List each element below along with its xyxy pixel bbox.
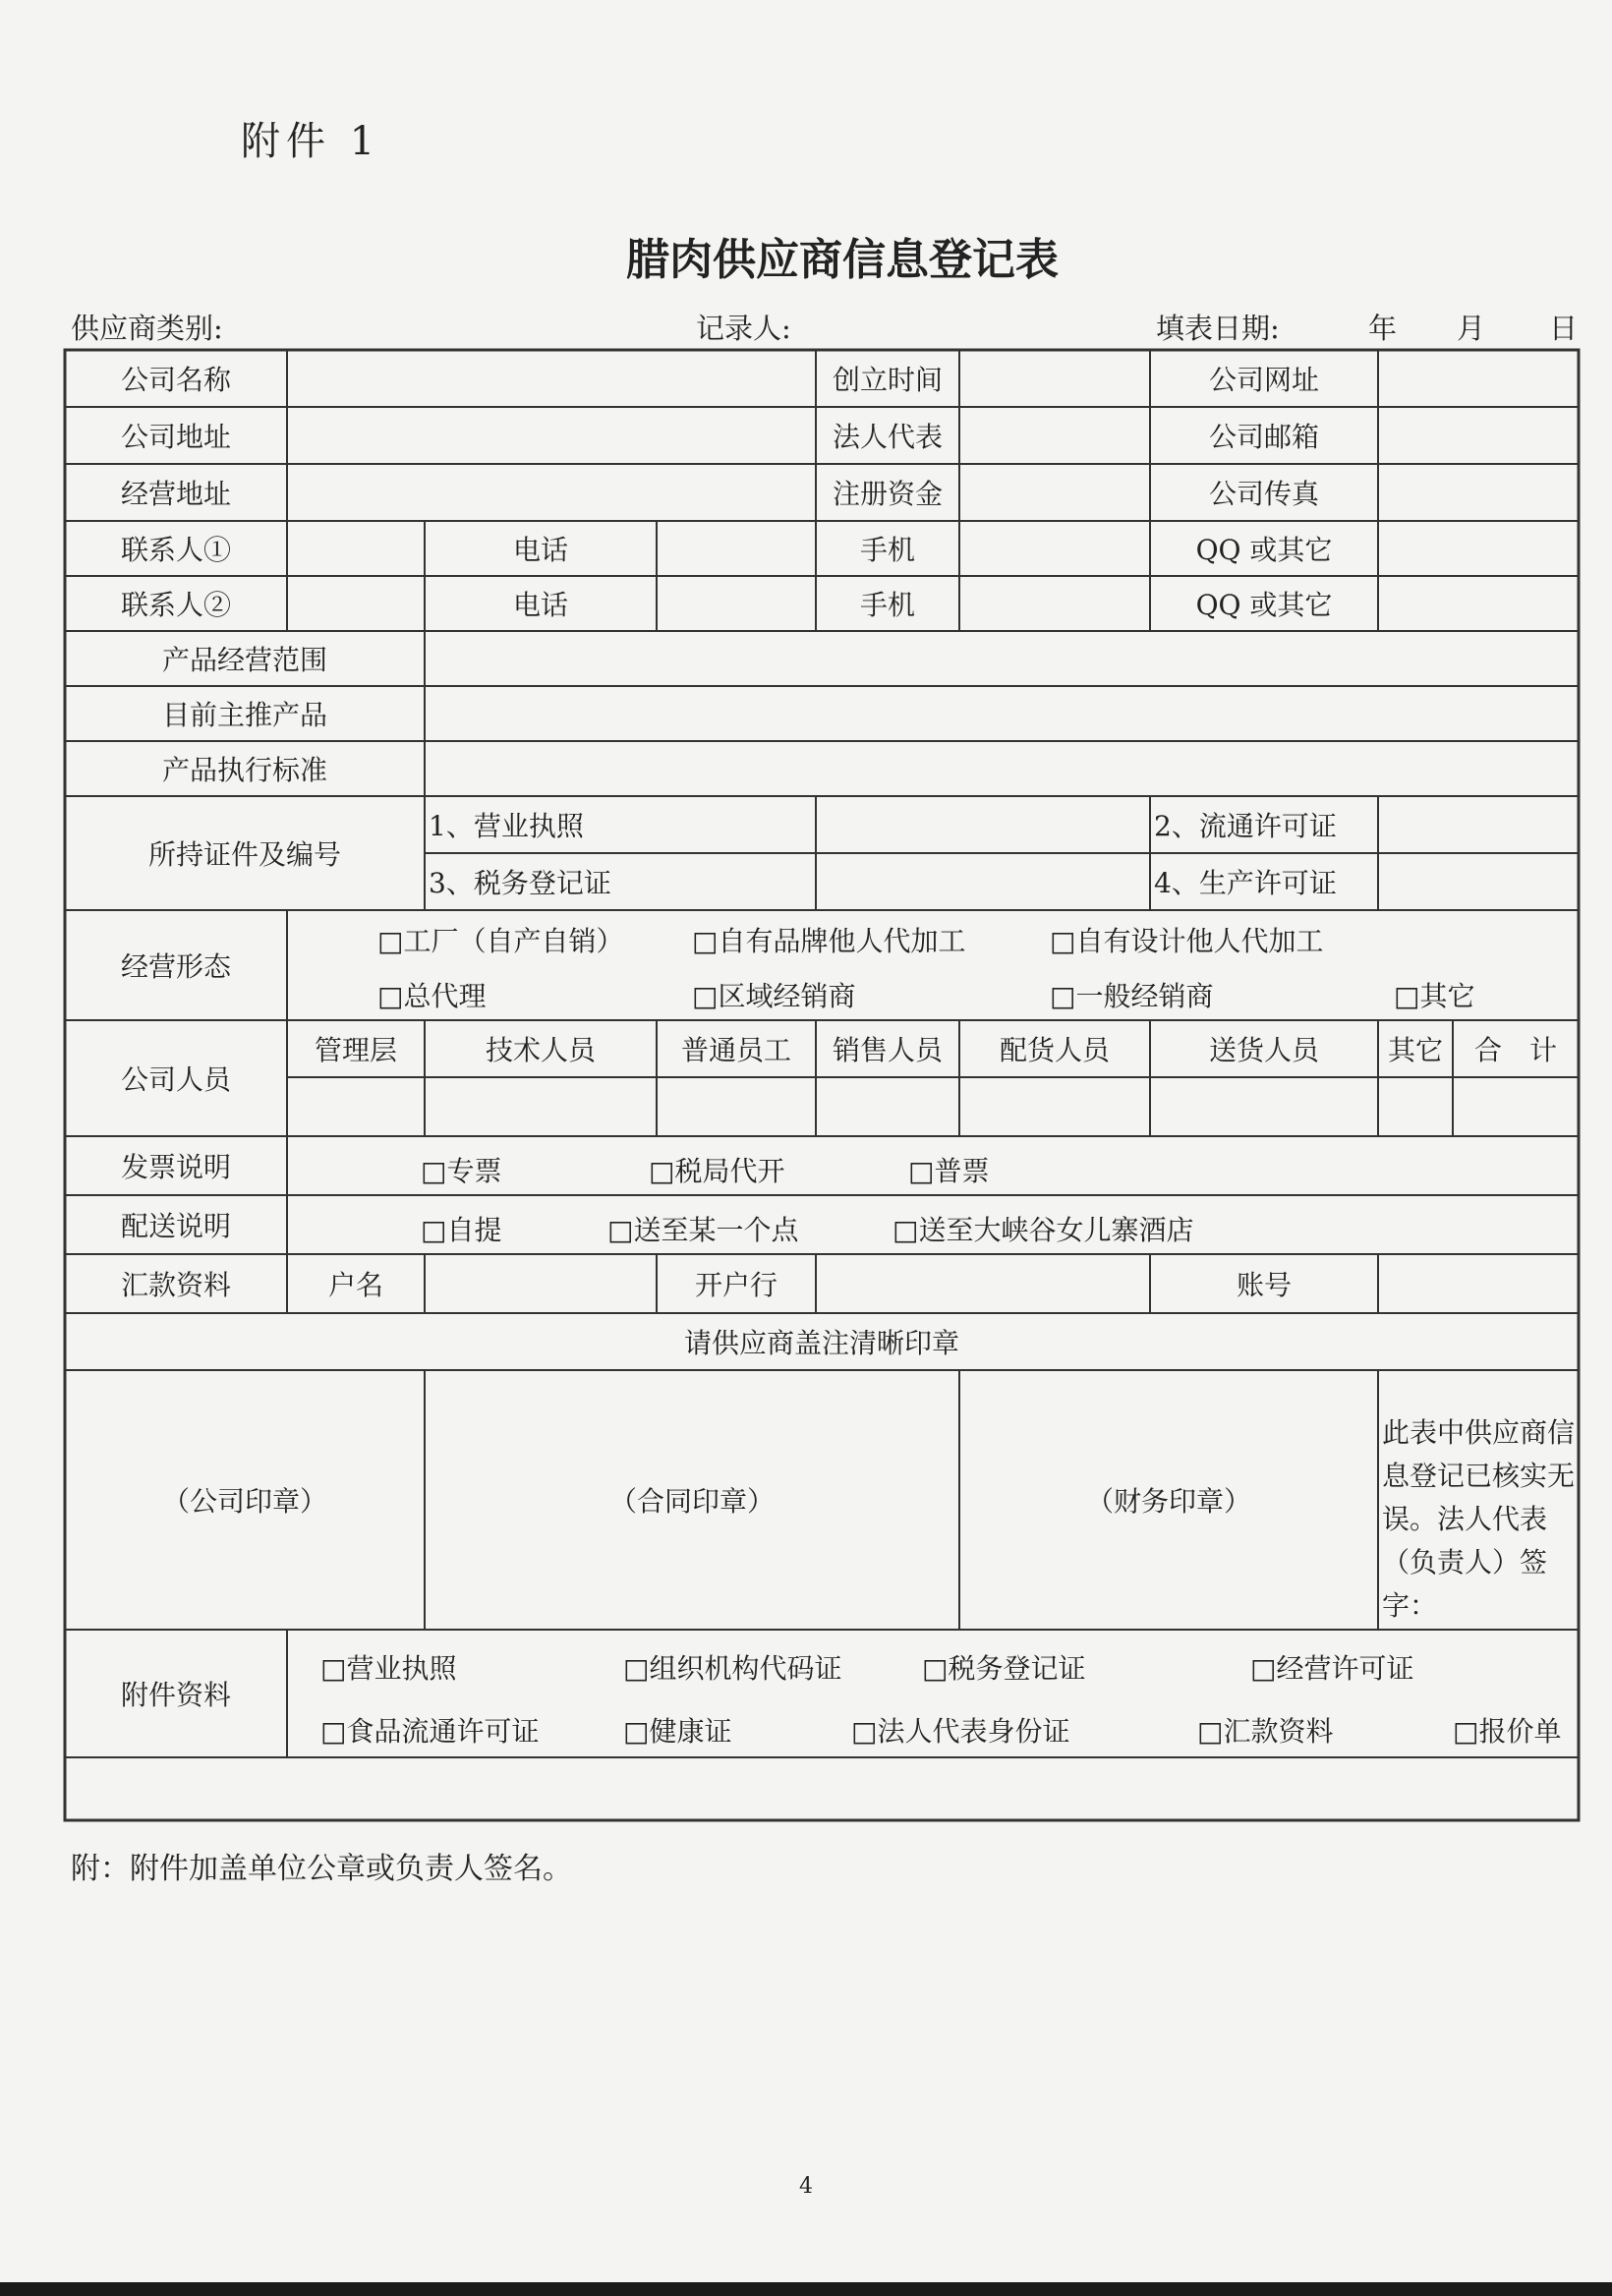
contact2-label: 联系人② xyxy=(120,589,231,621)
invoice-option-special[interactable]: □专票 xyxy=(421,1155,502,1187)
staff-col-technical: 技术人员 xyxy=(485,1034,596,1066)
main-products-label: 目前主推产品 xyxy=(161,699,327,731)
staff-other-field[interactable] xyxy=(1378,1077,1453,1136)
contact2-qq-label: QQ 或其它 xyxy=(1195,589,1333,621)
staff-technical-field[interactable] xyxy=(425,1077,657,1136)
founded-field[interactable] xyxy=(959,350,1150,407)
form-option-own-brand[interactable]: □自有品牌他人代加工 xyxy=(692,925,966,957)
attach-business-license[interactable]: □营业执照 xyxy=(320,1652,457,1685)
delivery-option-pickup[interactable]: □自提 xyxy=(421,1214,502,1246)
delivery-label: 配送说明 xyxy=(120,1210,231,1242)
contact2-qq-field[interactable] xyxy=(1378,576,1579,631)
cert3-label: 3、税务登记证 xyxy=(429,867,611,899)
attach-legal-id[interactable]: □法人代表身份证 xyxy=(851,1715,1070,1748)
invoice-option-tax-bureau[interactable]: □税局代开 xyxy=(649,1155,785,1187)
invoice-label: 发票说明 xyxy=(120,1151,231,1183)
website-label: 公司网址 xyxy=(1208,364,1319,396)
staff-delivery-field[interactable] xyxy=(1150,1077,1378,1136)
contact1-mobile-label: 手机 xyxy=(859,534,915,566)
staff-sales-field[interactable] xyxy=(816,1077,959,1136)
cert4-label: 4、生产许可证 xyxy=(1154,867,1337,899)
contact1-mobile-field[interactable] xyxy=(959,521,1150,576)
account-name-field[interactable] xyxy=(425,1254,657,1313)
attach-health-cert[interactable]: □健康证 xyxy=(623,1715,732,1748)
certificates-label: 所持证件及编号 xyxy=(147,838,341,871)
delivery-option-point[interactable]: □送至某一个点 xyxy=(607,1214,799,1246)
contact2-mobile-field[interactable] xyxy=(959,576,1150,631)
month-label: 月 xyxy=(1457,312,1486,345)
form-option-factory[interactable]: □工厂（自产自销） xyxy=(377,925,624,957)
remit-label: 汇款资料 xyxy=(120,1269,231,1301)
attach-operating-permit[interactable]: □经营许可证 xyxy=(1250,1652,1414,1685)
annex-label: 附件 1 xyxy=(241,119,381,164)
cert2-number-field[interactable] xyxy=(1378,796,1579,853)
contact1-phone-field[interactable] xyxy=(657,521,816,576)
contact2-phone-label: 电话 xyxy=(512,589,568,621)
form-title: 腊肉供应商信息登记表 xyxy=(626,235,1059,285)
fax-label: 公司传真 xyxy=(1208,478,1319,510)
website-field[interactable] xyxy=(1378,350,1579,407)
contact1-name-field[interactable] xyxy=(287,521,425,576)
main-products-field[interactable] xyxy=(425,686,1579,741)
invoice-option-ordinary[interactable]: □普票 xyxy=(908,1155,990,1187)
form-option-general-agent[interactable]: □总代理 xyxy=(377,980,487,1012)
attach-org-code[interactable]: □组织机构代码证 xyxy=(623,1652,842,1685)
attach-tax-cert[interactable]: □税务登记证 xyxy=(922,1652,1086,1685)
business-address-field[interactable] xyxy=(287,464,816,521)
company-address-label: 公司地址 xyxy=(120,421,231,453)
delivery-option-hotel[interactable]: □送至大峡谷女儿寨酒店 xyxy=(892,1214,1194,1246)
staff-col-general: 普通员工 xyxy=(680,1034,791,1066)
staff-col-other: 其它 xyxy=(1387,1034,1443,1066)
attach-remit-info[interactable]: □汇款资料 xyxy=(1197,1715,1334,1748)
company-name-field[interactable] xyxy=(287,350,816,407)
attachments-label: 附件资料 xyxy=(120,1679,231,1711)
seal-notice: 请供应商盖注清晰印章 xyxy=(683,1327,959,1359)
contact1-label: 联系人① xyxy=(120,534,231,566)
staff-col-sales: 销售人员 xyxy=(832,1034,943,1066)
supplier-category-label: 供应商类别: xyxy=(71,312,223,345)
contact1-qq-label: QQ 或其它 xyxy=(1195,534,1333,566)
staff-col-distribution: 配货人员 xyxy=(999,1034,1110,1066)
contact1-qq-field[interactable] xyxy=(1378,521,1579,576)
bank-label: 开户行 xyxy=(694,1269,777,1301)
cert2-label: 2、流通许可证 xyxy=(1154,810,1337,842)
company-name-label: 公司名称 xyxy=(120,364,231,396)
staff-col-delivery: 送货人员 xyxy=(1208,1034,1319,1066)
email-field[interactable] xyxy=(1378,407,1579,464)
page-number: 4 xyxy=(799,2174,813,2199)
cert3-number-field[interactable] xyxy=(816,853,1150,910)
legal-rep-field[interactable] xyxy=(959,407,1150,464)
staff-total-field[interactable] xyxy=(1453,1077,1579,1136)
contact2-phone-field[interactable] xyxy=(657,576,816,631)
registered-capital-label: 注册资金 xyxy=(832,478,943,510)
form-option-regional-dealer[interactable]: □区域经销商 xyxy=(692,980,856,1012)
form-option-dealer[interactable]: □一般经销商 xyxy=(1050,980,1214,1012)
product-scope-field[interactable] xyxy=(425,631,1579,686)
registered-capital-field[interactable] xyxy=(959,464,1150,521)
contract-seal-area: （合同印章） xyxy=(608,1485,775,1518)
attach-food-permit[interactable]: □食品流通许可证 xyxy=(320,1715,540,1748)
email-label: 公司邮箱 xyxy=(1208,421,1319,453)
staff-col-total: 合 计 xyxy=(1473,1034,1557,1066)
cert1-label: 1、营业执照 xyxy=(429,810,584,842)
account-name-label: 户名 xyxy=(327,1269,383,1301)
staff-general-field[interactable] xyxy=(657,1077,816,1136)
staff-col-management: 管理层 xyxy=(314,1034,397,1066)
company-address-field[interactable] xyxy=(287,407,816,464)
business-form-label: 经营形态 xyxy=(120,950,231,983)
fax-field[interactable] xyxy=(1378,464,1579,521)
attach-quotation[interactable]: □报价单 xyxy=(1453,1715,1562,1748)
bank-field[interactable] xyxy=(816,1254,1150,1313)
account-no-field[interactable] xyxy=(1378,1254,1579,1313)
form-option-own-design[interactable]: □自有设计他人代加工 xyxy=(1050,925,1324,957)
business-address-label: 经营地址 xyxy=(120,478,231,510)
staff-label: 公司人员 xyxy=(120,1063,231,1096)
year-label: 年 xyxy=(1368,312,1398,345)
product-scope-label: 产品经营范围 xyxy=(161,644,327,676)
account-no-label: 账号 xyxy=(1236,1269,1292,1301)
blank-row[interactable] xyxy=(65,1757,1579,1820)
footnote: 附：附件加盖单位公章或负责人签名。 xyxy=(71,1852,572,1886)
day-label: 日 xyxy=(1549,312,1579,345)
staff-management-field[interactable] xyxy=(287,1077,425,1136)
recorder-label: 记录人: xyxy=(696,312,791,345)
founded-label: 创立时间 xyxy=(832,364,943,396)
company-seal-area: （公司印章） xyxy=(161,1485,327,1518)
form-option-other[interactable]: □其它 xyxy=(1394,980,1475,1012)
staff-distribution-field[interactable] xyxy=(959,1077,1150,1136)
cert4-number-field[interactable] xyxy=(1378,853,1579,910)
verification-statement: 此表中供应商信息登记已核实无误。法人代表（负责人）签字： xyxy=(1382,1416,1576,1622)
contact2-name-field[interactable] xyxy=(287,576,425,631)
contact2-mobile-label: 手机 xyxy=(859,589,915,621)
fill-date-label: 填表日期: xyxy=(1156,312,1280,345)
legal-rep-label: 法人代表 xyxy=(832,421,943,453)
product-standard-label: 产品执行标准 xyxy=(161,754,327,786)
contact1-phone-label: 电话 xyxy=(512,534,568,566)
cert1-number-field[interactable] xyxy=(816,796,1150,853)
scan-edge xyxy=(0,2282,1612,2296)
product-standard-field[interactable] xyxy=(425,741,1579,796)
finance-seal-area: （财务印章） xyxy=(1085,1485,1251,1518)
